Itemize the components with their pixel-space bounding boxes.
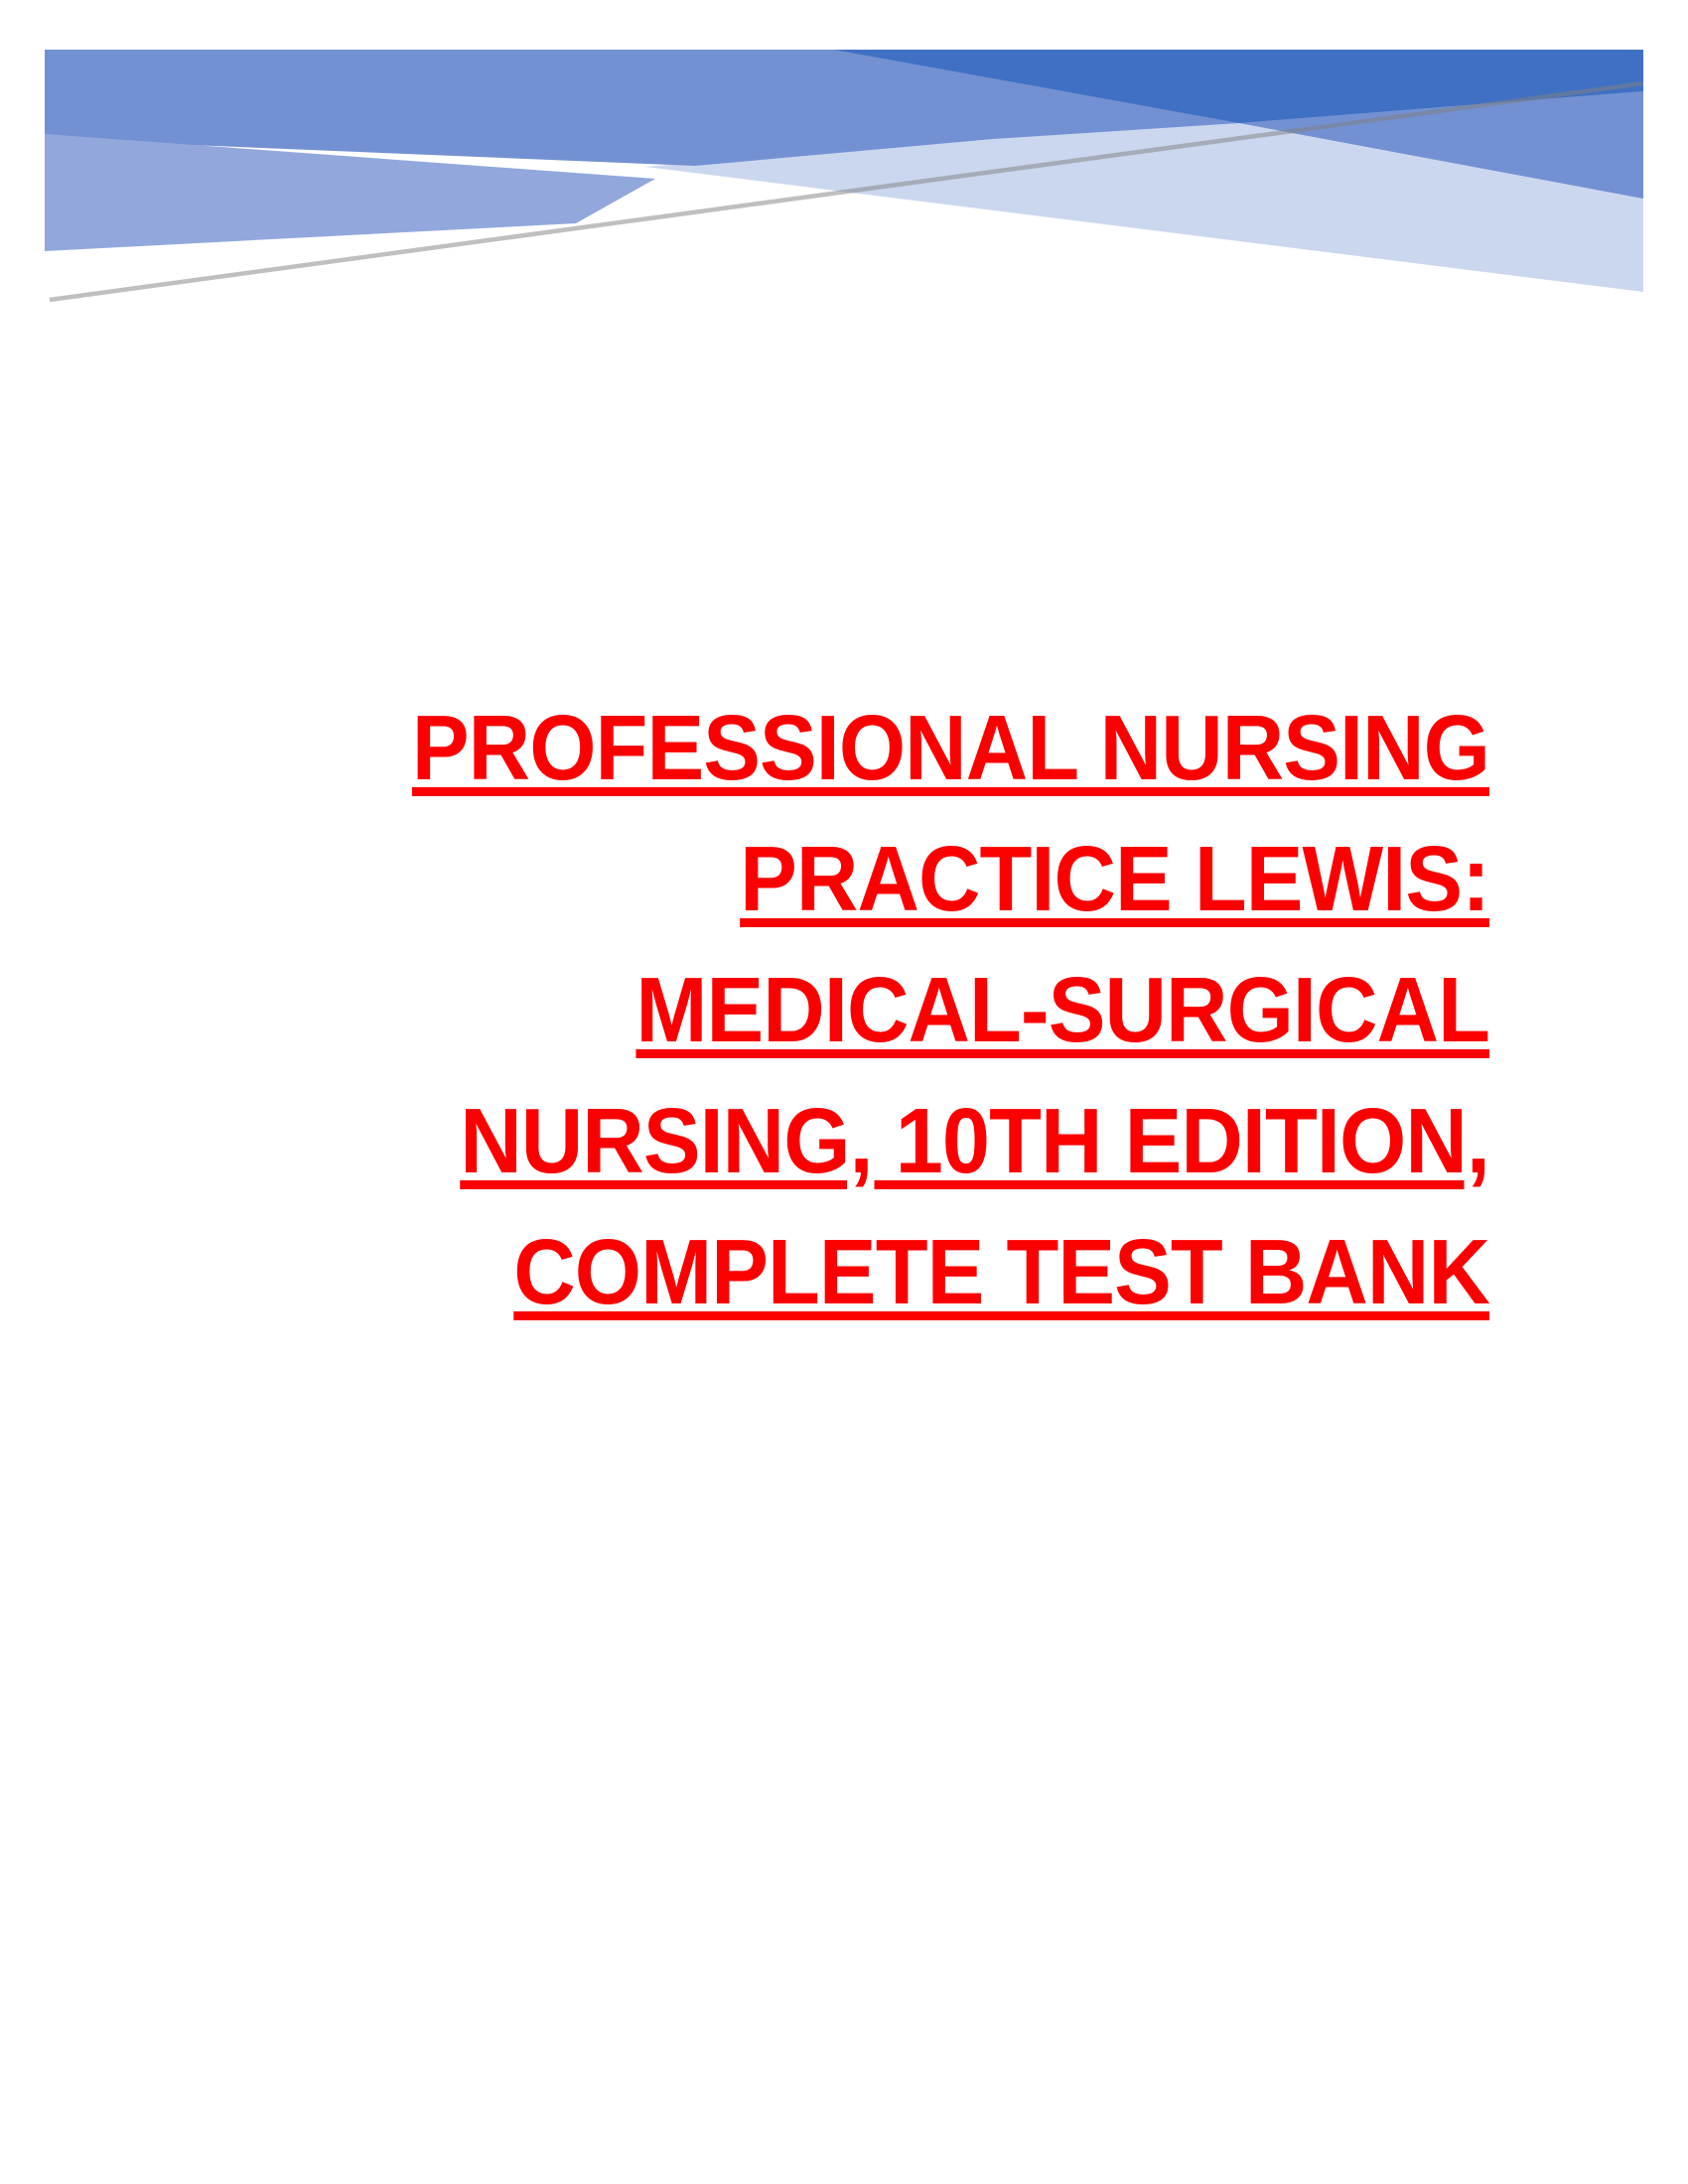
title-text-2: PRACTICE LEWIS: [740,827,1489,930]
title-text-1: PROFESSIONAL NURSING [411,696,1489,799]
title-line-5 [336,1206,1490,1337]
title-line-3 [336,944,1490,1075]
title-block [336,682,1490,1337]
title-text-4: NURSING, 10TH EDITION, [460,1089,1489,1192]
banner-graphic [0,0,1688,695]
title-line-1 [336,682,1490,813]
title-text-5: COMPLETE TEST BANK [513,1220,1489,1323]
title-text-3: MEDICAL-SURGICAL [635,958,1489,1061]
title-line-2 [336,813,1490,944]
title-line-4 [336,1075,1490,1206]
